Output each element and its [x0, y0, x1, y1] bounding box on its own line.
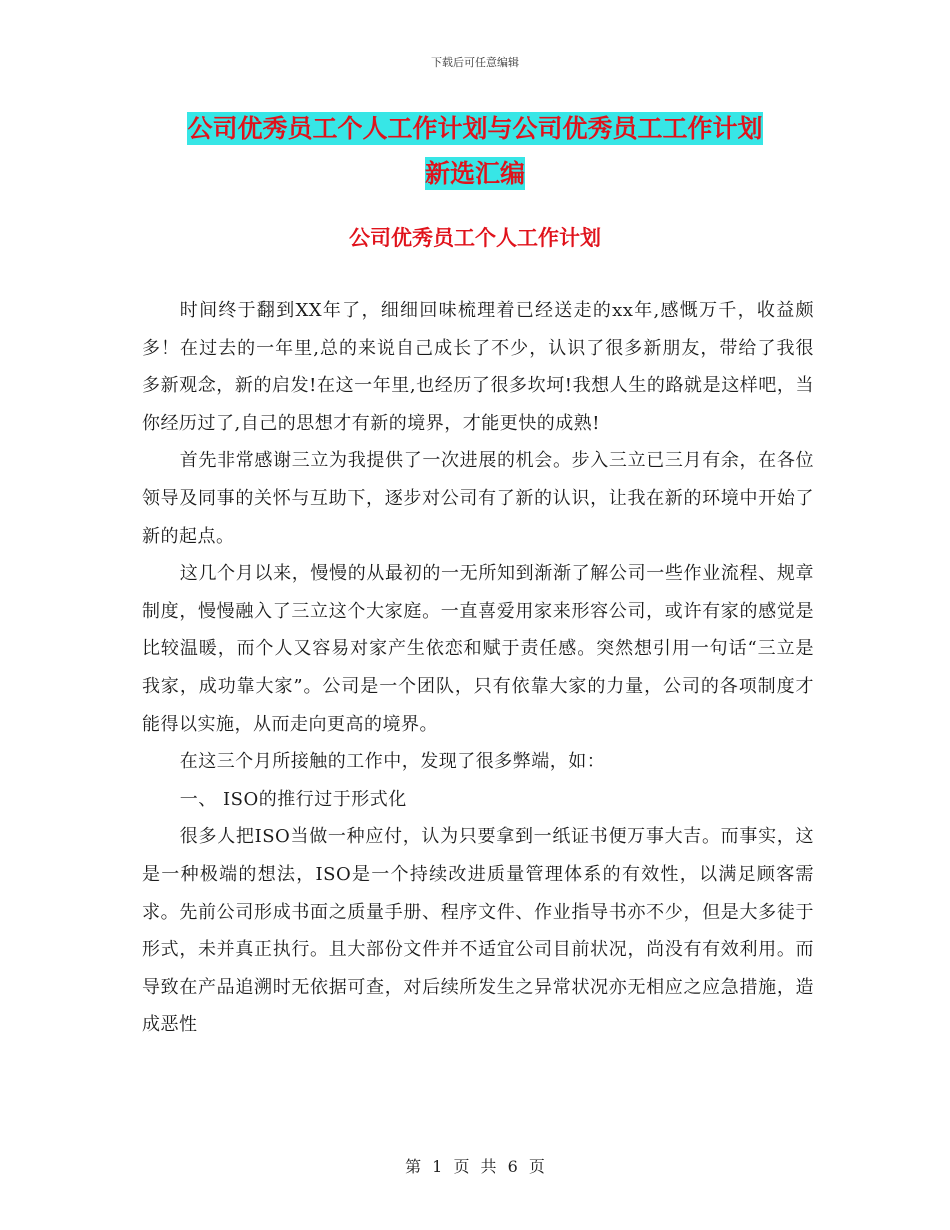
paragraph: 首先非常感谢三立为我提供了一次进展的机会。步入三立已三月有余，在各位领导及同事的关怀与互助下，逐步对公司有了新的认识，让我在新的环境中开始了新的起点。 — [142, 450, 814, 547]
list-heading: 一、 ISO的推行过于形式化 — [179, 788, 407, 810]
document-title-line-2 — [0, 157, 950, 191]
page-header-note: 下载后可任意编辑 — [431, 56, 519, 69]
document-title-line-1 — [0, 112, 950, 146]
paragraph: 这几个月以来，慢慢的从最初的一无所知到渐渐了解公司一些作业流程、规章制度，慢慢融入了三立这个大家庭。一直喜爱用家来形容公司，或许有家的感觉是比较温暖，而个人又容易对家产生依恋和赋于责任感。突然想引用一句话“三立是我家，成功靠大家”。公司是一个团队，只有依靠大家的力量，公司的各项制度才能得以实施，从而走向更高的境界。 — [142, 563, 814, 735]
paragraph: 很多人把ISO当做一种应付，认为只要拿到一纸证书便万事大吉。而事实，这是一种极端的想法，ISO是一个持续改进质量管理体系的有效性，以满足顾客需求。先前公司形成书面之质量手册、程序文件、作业指导书亦不少，但是大多徒于形式，未并真正执行。且大部份文件并不适宜公司目前状况，尚没有有效利用。而导致在产品追溯时无依据可查，对后续所发生之异常状况亦无相应之应急措施，造成恶性 — [142, 826, 814, 1036]
page-number-footer: 第 1 页 共 6 页 — [405, 1157, 545, 1176]
paragraph: 时间终于翻到XX年了，细细回味梳理着已经送走的xx年,感慨万千，收益颇多！在过去的一年里,总的来说自己成长了不少，认识了很多新朋友，带给了我很多新观念，新的启发!在这一年里,也经历了很多坎坷!我想人生的路就是这样吧，当你经历过了,自己的思想才有新的境界，才能更快的成熟! — [142, 300, 814, 434]
document-title-text-1: 公司优秀员工个人工作计划与公司优秀员工工作计划 — [187, 114, 763, 143]
section-title: 公司优秀员工个人工作计划 — [349, 226, 601, 250]
document-body — [142, 292, 814, 1044]
document-title-text-2: 新选汇编 — [424, 159, 525, 188]
paragraph: 在这三个月所接触的工作中，发现了很多弊端，如： — [179, 751, 606, 773]
